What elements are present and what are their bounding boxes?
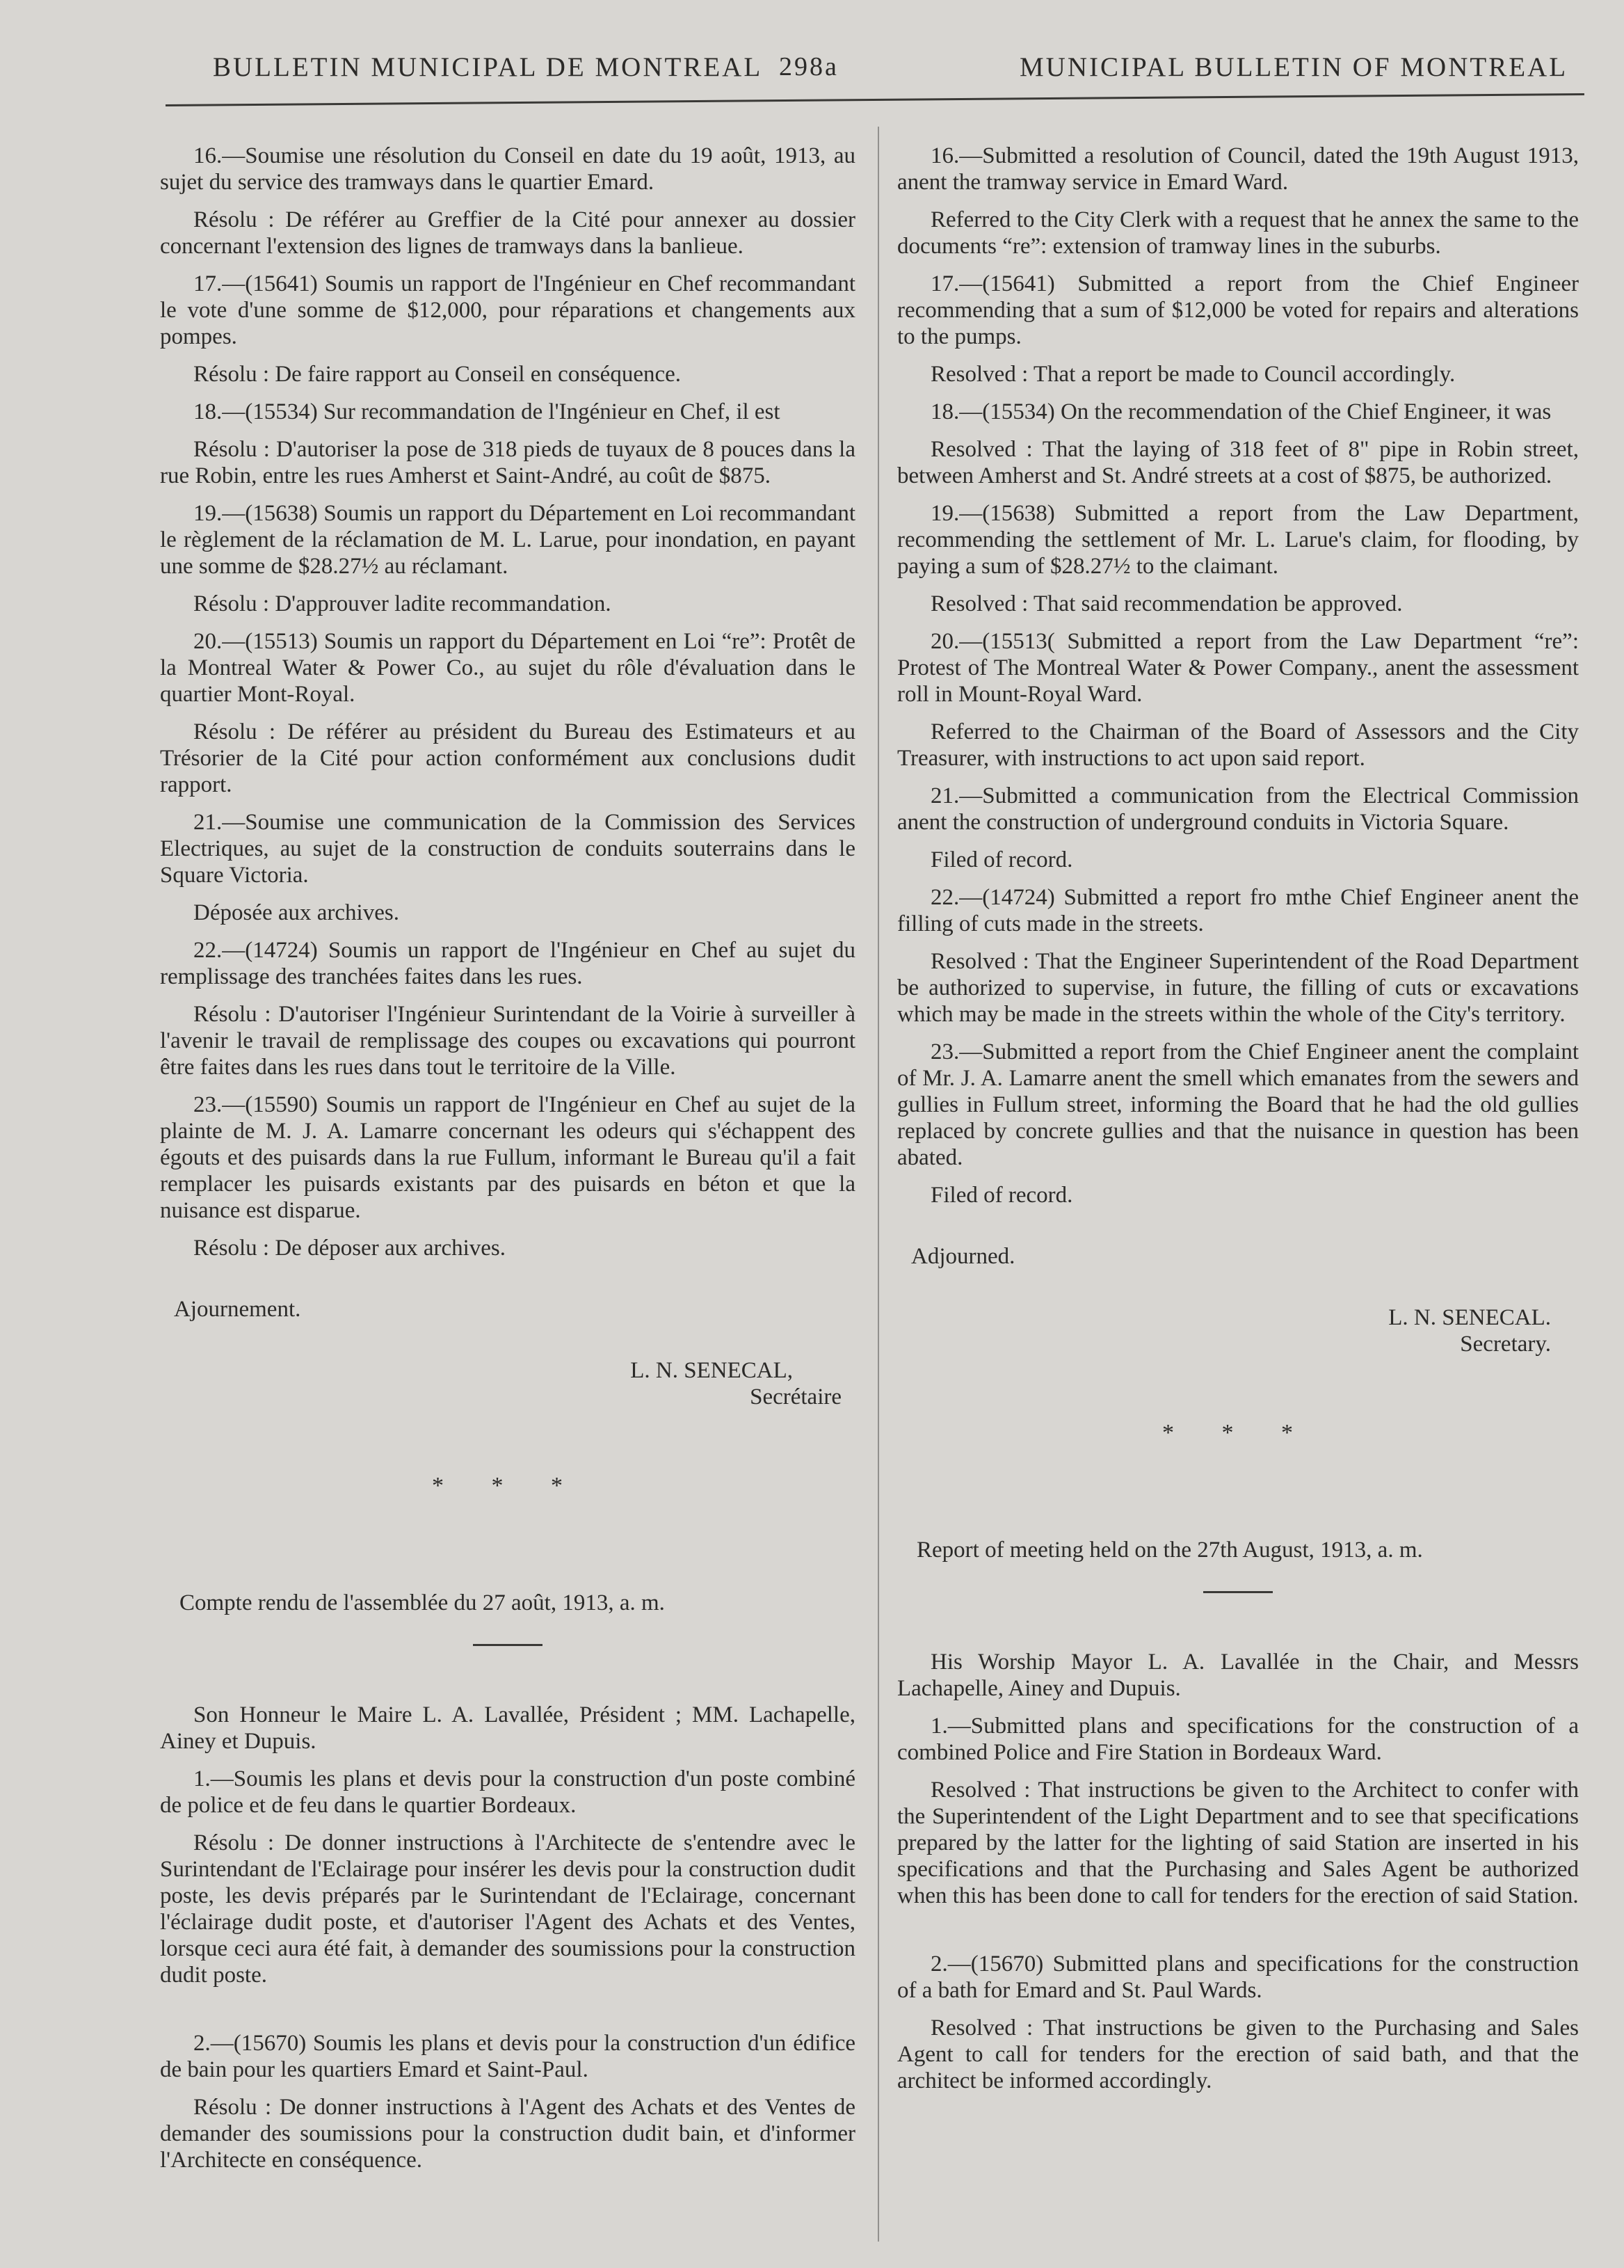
signature-name: L. N. SENECAL. [1388,1305,1551,1330]
adjourned-text: Adjourned. [911,1244,1015,1269]
paragraph: Resolved : That said recommendation be approved. [931,591,1403,616]
paragraph: Résolu : De faire rapport au Conseil en conséquence. [193,362,682,387]
french-column [160,143,855,2185]
paragraph: 22.—(14724) Submitted a report fro mthe Chief Engineer anent the filling of cuts made in the streets. [897,885,1579,936]
short-rule [473,1644,542,1646]
paragraph: 16.—Submitted a resolution of Council, dated the 19th August 1913, anent the tramway service in Emard Ward. [897,143,1579,195]
page-header [0,51,1624,93]
paragraph: Résolu : D'approuver ladite recommandation. [193,591,611,616]
header-rule [166,93,1584,106]
paragraph: Résolu : De donner instructions à l'Architecte de s'entendre avec le Surintendant de l'Eclairage pour insérer les devis pour la construction dudit poste, les devis préparés par le Surintendant de l'Eclairage, concernant l'éclairage dudit poste, et d'autoriser l'Agent des Achats et des Ventes, lorsque ceci aura été fait, à demander des soumissions pour la construction dudit poste. [160,1830,855,1988]
paragraph: Resolved : That a report be made to Council accordingly. [931,362,1456,387]
paragraph: 17.—(15641) Soumis un rapport de l'Ingénieur en Chef recommandant le vote d'une somme de $12,000, pour réparations et changements aux pompes. [160,271,855,349]
paragraph: Résolu : D'autoriser l'Ingénieur Surintendant de la Voirie à surveiller à l'avenir le travail de remplissage des coupes ou excavations qui pourront être faites dans les rues dans tout le territoire de la Ville. [160,1002,855,1080]
english-column [897,143,1579,2105]
report-heading: Compte rendu de l'assemblée du 27 août, 1913, a. m. [179,1590,665,1615]
paragraph: Résolu : De donner instructions à l'Agent des Achats et des Ventes de demander des soumissions pour la construction dudit bain, et d'informer l'Architecte en conséquence. [160,2095,855,2173]
page-number: 298a [779,52,839,81]
paragraph: 16.—Soumise une résolution du Conseil en date du 19 août, 1913, au sujet du service des tramways dans le quartier Emard. [160,143,855,195]
paragraph: 17.—(15641) Submitted a report from the Chief Engineer recommending that a sum of $12,000 be voted for repairs and alterations to the pumps. [897,271,1579,349]
paragraph: Resolved : That the Engineer Superintendent of the Road Department be authorized to supervise, in future, the filling of cuts or excavations which may be made in the streets within the whole of the City's territory. [897,949,1579,1027]
header-title-english: MUNICIPAL BULLETIN OF MONTREAL [1020,52,1568,82]
paragraph: 23.—Submitted a report from the Chief Engineer anent the complaint of Mr. J. A. Lamarre anent the smell which emanates from the sewers and gullies in Fullum street, informing the Board that he had the old gullies replaced by concrete gullies and that the nuisance in question has been abated. [897,1039,1579,1170]
paragraph: His Worship Mayor L. A. Lavallée in the Chair, and Messrs Lachapelle, Ainey and Dupuis. [897,1650,1579,1701]
paragraph: Referred to the City Clerk with a request that he annex the same to the documents “re”: extension of tramway lines in the suburbs. [897,207,1579,259]
paragraph: 20.—(15513( Submitted a report from the Law Department “re”: Protest of The Montreal Water & Power Company., anent the assessment roll in Mount-Royal Ward. [897,629,1579,707]
paragraph: 20.—(15513) Soumis un rapport du Département en Loi “re”: Protêt de la Montreal Water & Power Co., au sujet du rôle d'évaluation dans le quartier Mont-Royal. [160,629,855,707]
signature-title: Secrétaire [750,1384,842,1409]
paragraph: 23.—(15590) Soumis un rapport de l'Ingénieur en Chef au sujet de la plainte de M. J. A. Lamarre concernant les odeurs qui s'échappent des égouts et des puisards dans la rue Fullum, informant le Bureau qu'il a fait remplacer les puisards existants par des puisards en béton et que la nuisance est disparue. [160,1092,855,1223]
signature-title: Secretary. [1460,1332,1551,1357]
short-rule [1203,1591,1273,1593]
paragraph: Resolved : That instructions be given to the Architect to confer with the Superintendent of the Light Department and to see that specifications prepared by the latter for the lighting of said Station are inserted in his specifications and that the Purchasing and Sales Agent be authorized when this has been done to call for tenders for the erection of said Station. [897,1778,1579,1908]
paragraph: 21.—Submitted a communication from the Electrical Commission anent the construction of underground conduits in Victoria Square. [897,783,1579,835]
paragraph: Son Honneur le Maire L. A. Lavallée, Président ; MM. Lachapelle, Ainey et Dupuis. [160,1702,855,1754]
paragraph: Resolved : That the laying of 318 feet of 8" pipe in Robin street, between Amherst and St. André streets at a cost of $875, be authorized. [897,437,1579,488]
paragraph: 19.—(15638) Submitted a report from the Law Department, recommending the settlement of Mr. L. Larue's claim, for flooding, by paying a sum of $28.27½ to the claimant. [897,501,1579,579]
paragraph: Resolved : That instructions be given to the Purchasing and Sales Agent to call for tenders for the erection of said bath, and that the architect be informed accordingly. [897,2015,1579,2093]
paragraph: Résolu : D'autoriser la pose de 318 pieds de tuyaux de 8 pouces dans la rue Robin, entre les rues Amherst et Saint-André, au coût de $875. [160,437,855,488]
paragraph: Déposée aux archives. [193,900,399,925]
paragraph: 2.—(15670) Submitted plans and specifications for the construction of a bath for Emard and St. Paul Wards. [897,1951,1579,2003]
paragraph: Résolu : De déposer aux archives. [193,1236,506,1261]
section-separator: * * * [432,1473,584,1499]
signature-name: L. N. SENECAL, [630,1358,793,1383]
paragraph: Résolu : De référer au Greffier de la Cité pour annexer au dossier concernant l'extension des lignes de tramways dans la banlieue. [160,207,855,259]
adjourned-text: Ajournement. [174,1297,301,1322]
paragraph: Filed of record. [931,847,1073,872]
paragraph: Referred to the Chairman of the Board of Assessors and the City Treasurer, with instructions to act upon said report. [897,719,1579,771]
paragraph: Filed of record. [931,1183,1073,1208]
header-title-french: BULLETIN MUNICIPAL DE MONTREAL [213,52,763,82]
paragraph: Résolu : De référer au président du Bureau des Estimateurs et au Trésorier de la Cité pour action conformément aux conclusions dudit rapport. [160,719,855,797]
paragraph: 21.—Soumise une communication de la Commission des Services Electriques, au sujet de la construction de conduits souterrains dans le Square Victoria. [160,810,855,888]
section-separator: * * * [1162,1420,1314,1446]
paragraph: 18.—(15534) On the recommendation of the Chief Engineer, it was [931,399,1552,424]
paragraph: 19.—(15638) Soumis un rapport du Département en Loi recommandant le règlement de la réclamation de M. L. Larue, pour inondation, en payant une somme de $28.27½ au réclamant. [160,501,855,579]
column-divider [878,127,879,2242]
report-heading: Report of meeting held on the 27th August, 1913, a. m. [917,1538,1423,1563]
paragraph: 22.—(14724) Soumis un rapport de l'Ingénieur en Chef au sujet du remplissage des tranchées faites dans les rues. [160,938,855,989]
paragraph: 18.—(15534) Sur recommandation de l'Ingénieur en Chef, il est [193,399,780,424]
paragraph: 2.—(15670) Soumis les plans et devis pour la construction d'un édifice de bain pour les quartiers Emard et Saint-Paul. [160,2031,855,2082]
paragraph: 1.—Submitted plans and specifications for the construction of a combined Police and Fire Station in Bordeaux Ward. [897,1714,1579,1765]
paragraph: 1.—Soumis les plans et devis pour la construction d'un poste combiné de police et de feu dans le quartier Bordeaux. [160,1766,855,1818]
